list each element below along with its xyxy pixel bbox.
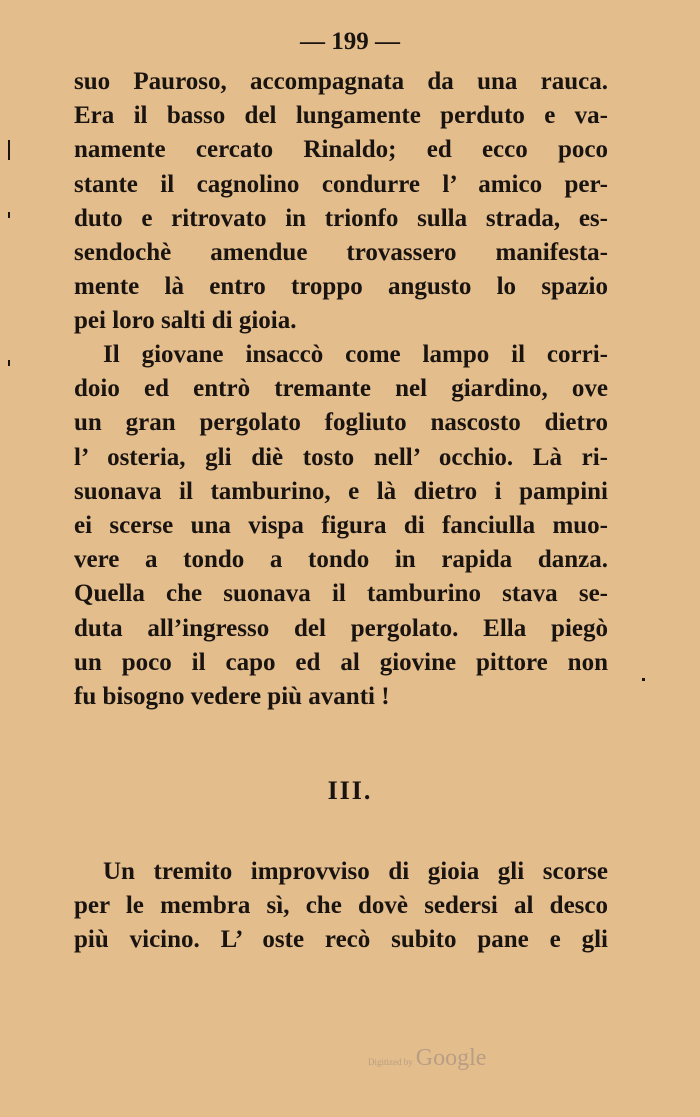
- text-line: un gran pergolato fogliuto nascosto dietro: [74, 409, 608, 437]
- text-line: sendochè amendue trovassero manifesta-: [74, 238, 608, 266]
- paragraph-1: [74, 65, 608, 339]
- digitized-by-google-watermark: [368, 1045, 486, 1072]
- text-line: più vicino. L’ oste recò subito pane e gli: [74, 926, 608, 954]
- text-line: Un tremito improvviso di gioia gli scorse: [103, 858, 608, 885]
- scan-artifact: [8, 360, 10, 366]
- text-line: Era il basso del lungamente perduto e va-: [74, 102, 608, 130]
- paragraph-3: [74, 855, 608, 958]
- text-line: Il giovane insaccò come lampo il corri-: [103, 341, 608, 368]
- text-line: stante il cagnolino condurre l’ amico per-: [74, 170, 608, 198]
- text-line: pei loro salti di gioia.: [74, 307, 297, 335]
- text-line: vere a tondo a tondo in rapida danza.: [74, 546, 608, 574]
- text-line: mente là entro troppo angusto lo spazio: [74, 273, 608, 301]
- text-line: namente cercato Rinaldo; ed ecco poco: [74, 136, 608, 164]
- section-heading: III.: [327, 776, 373, 805]
- text-line: fu bisogno vedere più avanti !: [74, 682, 390, 710]
- text-line: l’ osteria, gli diè tosto nell’ occhio. Là ri-: [74, 443, 608, 471]
- scan-artifact: [642, 678, 645, 681]
- scan-artifact: [8, 212, 10, 218]
- text-line: suonava il tamburino, e là dietro i pampini: [74, 477, 608, 505]
- text-line: suo Pauroso, accompagnata da una rauca.: [74, 68, 608, 95]
- text-line: un poco il capo ed al giovine pittore non: [74, 648, 608, 676]
- text-line: ei scerse una vispa figura di fanciulla muo-: [74, 511, 608, 539]
- watermark-brand: Google: [415, 1045, 487, 1071]
- text-line: Quella che suonava il tamburino stava se-: [74, 580, 608, 608]
- text-line: per le membra sì, che dovè sedersi al desco: [74, 892, 608, 920]
- scan-artifact: [8, 140, 10, 160]
- paragraph-2: [74, 338, 608, 714]
- page-number: — 199 —: [300, 28, 400, 55]
- watermark-prefix: Digitized by: [368, 1057, 413, 1067]
- text-line: doio ed entrò tremante nel giardino, ove: [74, 375, 608, 403]
- text-line: duta all’ingresso del pergolato. Ella piegò: [74, 614, 608, 642]
- text-line: duto e ritrovato in trionfo sulla strada, es-: [74, 204, 608, 232]
